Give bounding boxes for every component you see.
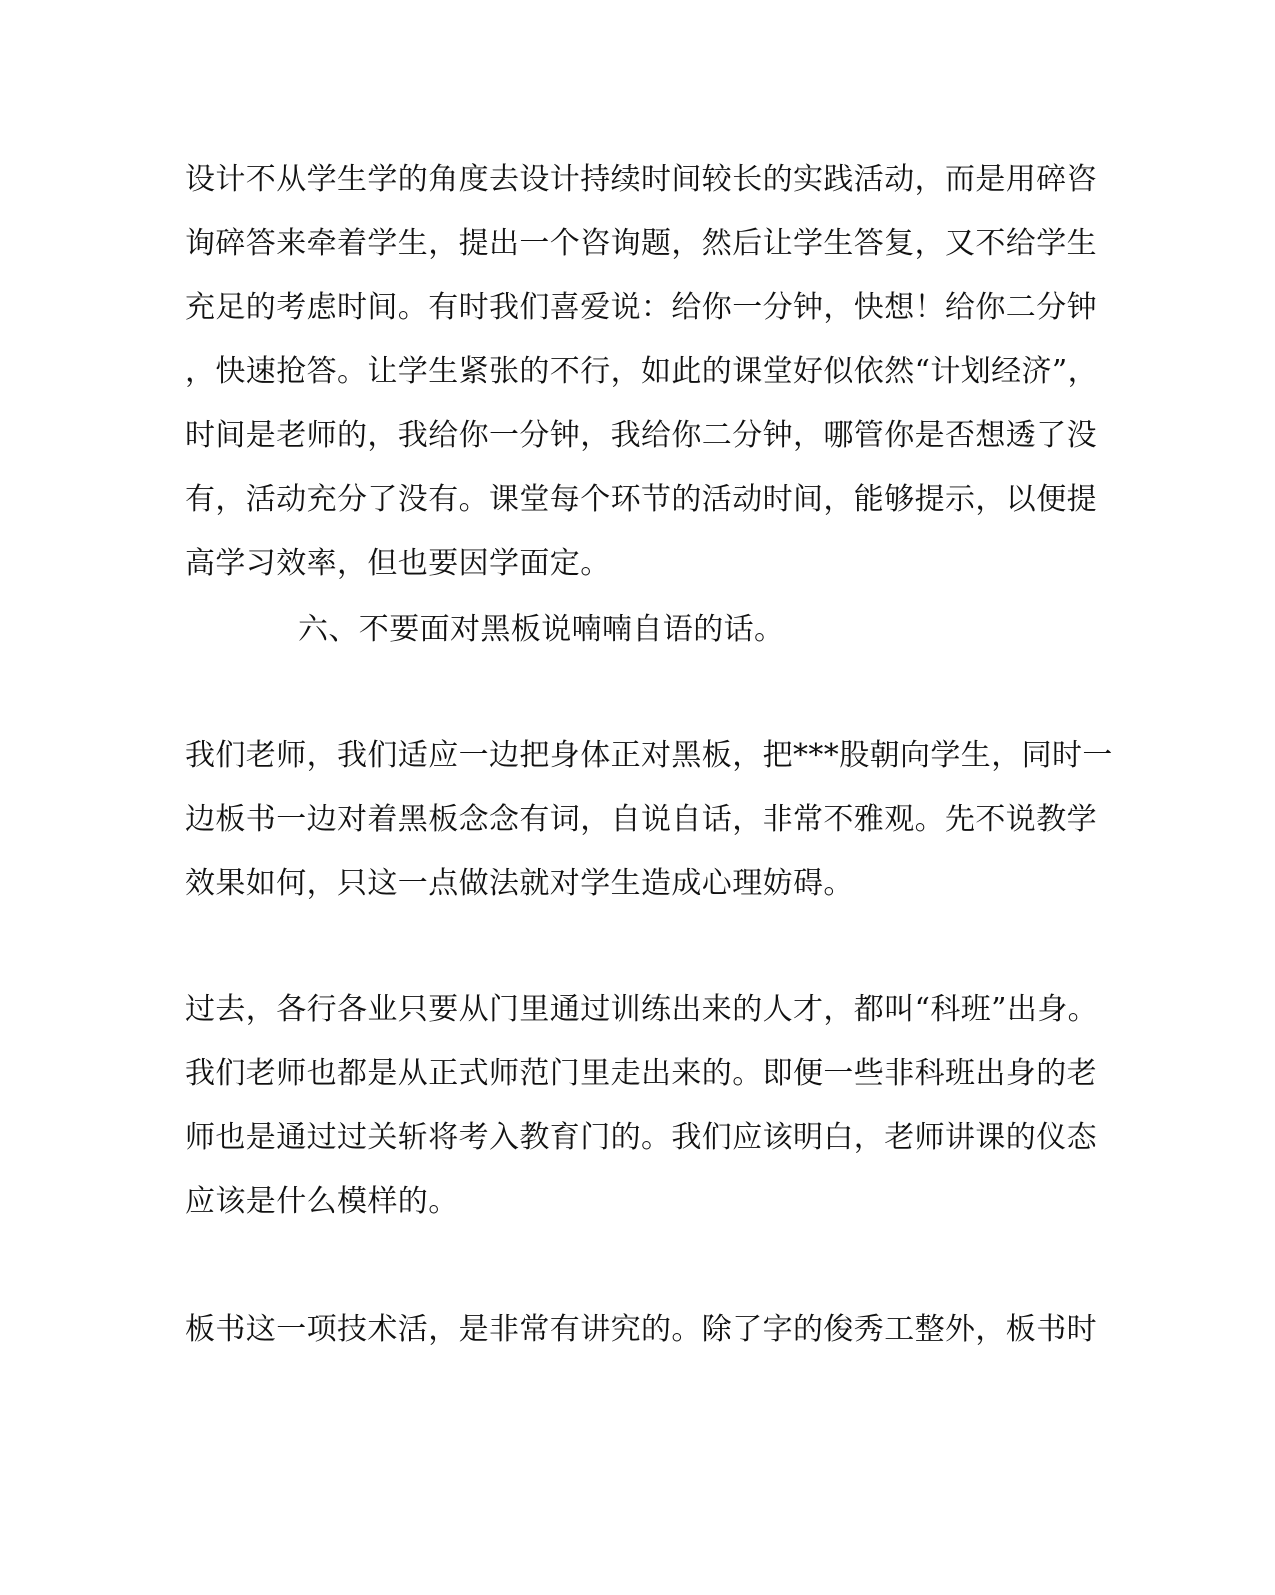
text-line: 过去，各行各业只要从门里通过训练出来的人才，都叫“科班”出身。	[185, 992, 1099, 1027]
text-line: 边板书一边对着黑板念念有词，自说自话，非常不雅观。先不说教学	[185, 802, 1097, 837]
text-line: 效果如何，只这一点做法就对学生造成心理妨碍。	[185, 866, 854, 901]
text-line: 我们老师也都是从正式师范门里走出来的。即便一些非科班出身的老	[185, 1056, 1097, 1091]
text-line: 充足的考虑时间。有时我们喜爱说：给你一分钟，快想！给你二分钟	[185, 290, 1097, 325]
text-line: 师也是通过过关斩将考入教育门的。我们应该明白，老师讲课的仪态	[185, 1120, 1097, 1155]
text-line: ，快速抢答。让学生紧张的不行，如此的课堂好似依然“计划经济”，	[185, 354, 1099, 389]
section-heading: 六、不要面对黑板说喃喃自语的话。	[298, 612, 785, 647]
text-line: 有，活动充分了没有。课堂每个环节的活动时间，能够提示，以便提	[185, 482, 1097, 517]
text-line: 应该是什么模样的。	[185, 1184, 459, 1219]
text-line: 板书这一项技术活，是非常有讲究的。除了字的俊秀工整外，板书时	[185, 1312, 1097, 1347]
text-line: 设计不从学生学的角度去设计持续时间较长的实践活动，而是用碎咨	[185, 162, 1097, 197]
text-line: 时间是老师的，我给你一分钟，我给你二分钟，哪管你是否想透了没	[185, 418, 1097, 453]
text-line: 我们老师，我们适应一边把身体正对黑板，把***股朝向学生，同时一	[185, 738, 1113, 773]
text-line: 询碎答来牵着学生，提出一个咨询题，然后让学生答复，又不给学生	[185, 226, 1097, 261]
text-line: 高学习效率，但也要因学面定。	[185, 546, 611, 581]
